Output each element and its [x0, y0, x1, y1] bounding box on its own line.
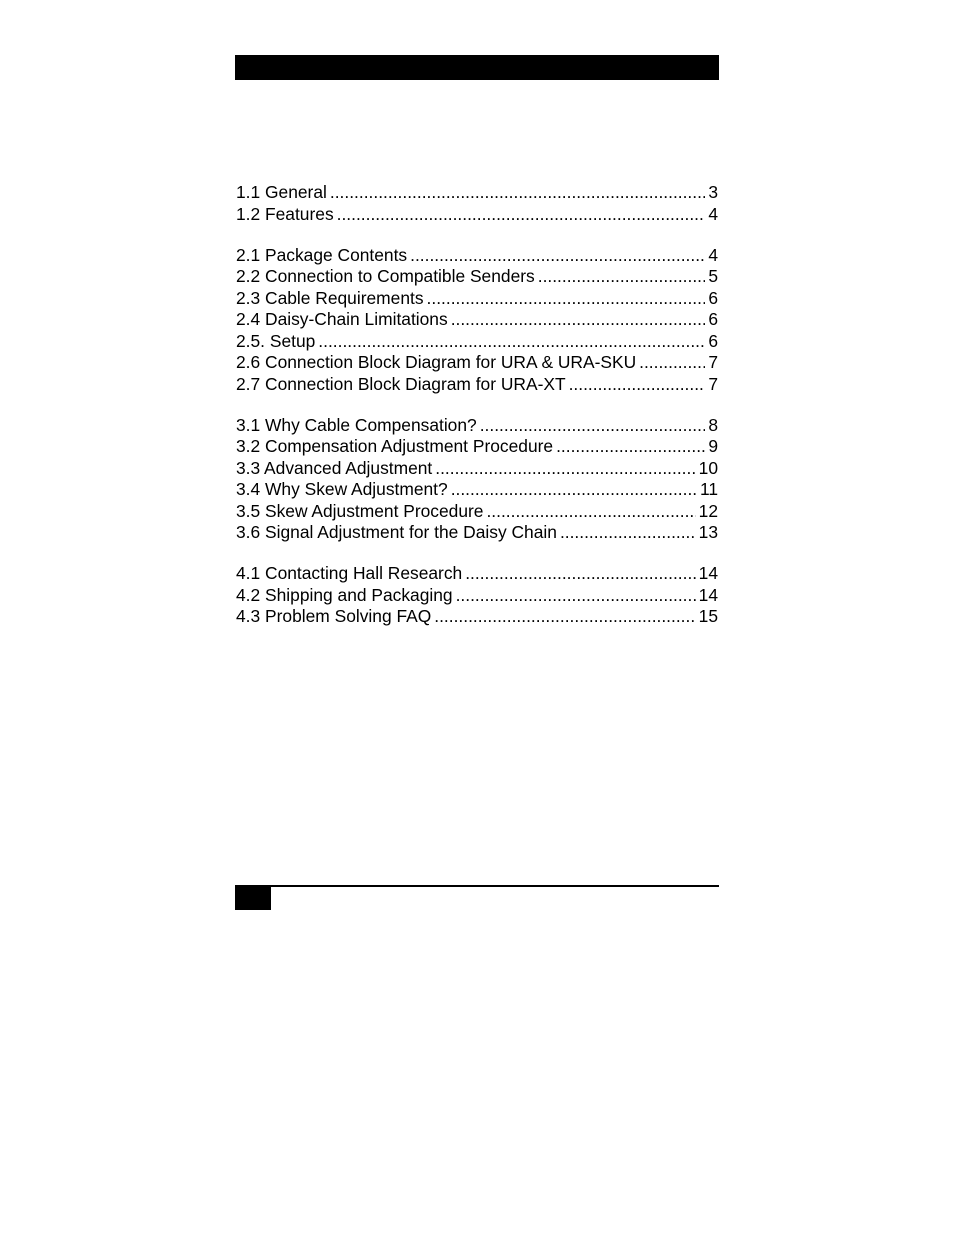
toc-entry-title: 3.6 Signal Adjustment for the Daisy Chain: [236, 522, 557, 542]
toc-entry-page: 14: [698, 563, 718, 583]
toc-entry[interactable]: [236, 374, 718, 396]
toc-leader-dots: [456, 585, 696, 607]
toc-leader-dots: [427, 288, 706, 310]
table-of-contents: [236, 182, 718, 647]
toc-entry-page: 8: [708, 414, 718, 435]
toc-leader-dots: [486, 501, 695, 523]
toc-leader-dots: [451, 479, 697, 501]
toc-entry[interactable]: [236, 436, 718, 458]
toc-entry-title: 2.7 Connection Block Diagram for URA-XT: [236, 373, 566, 394]
toc-entry-page: 6: [708, 287, 718, 308]
toc-entry-title: 2.5. Setup: [236, 330, 316, 351]
footer-page-tab: [235, 886, 271, 910]
toc-entry-page: 12: [698, 500, 718, 521]
toc-entry-title: 4.1 Contacting Hall Research: [236, 563, 463, 583]
toc-entry-page: 11: [699, 479, 718, 499]
toc-entry-page: 6: [708, 330, 718, 351]
toc-entry-page: 13: [698, 522, 718, 542]
toc-entry[interactable]: [236, 245, 718, 267]
toc-entry-page: 7: [708, 373, 718, 394]
footer-rule: [235, 885, 719, 887]
toc-entry-title: 3.3 Advanced Adjustment: [236, 457, 433, 478]
toc-entry[interactable]: [236, 563, 718, 585]
toc-leader-dots: [435, 458, 695, 480]
toc-entry[interactable]: [236, 458, 718, 480]
toc-leader-dots: [318, 331, 705, 353]
toc-entry-title: 2.4 Daisy-Chain Limitations: [236, 309, 448, 329]
toc-entry-page: 7: [708, 352, 718, 372]
toc-entry-page: 14: [698, 584, 718, 605]
toc-leader-dots: [639, 352, 705, 374]
toc-entry-title: 2.3 Cable Requirements: [236, 287, 424, 308]
toc-entry-page: 5: [708, 266, 718, 286]
toc-entry-page: 10: [698, 457, 718, 478]
toc-group-3: [236, 415, 718, 544]
toc-leader-dots: [451, 309, 706, 331]
toc-entry-title: 4.3 Problem Solving FAQ: [236, 606, 432, 626]
toc-group-4: [236, 563, 718, 628]
toc-entry-page: 4: [708, 244, 718, 265]
toc-entry-page: 15: [698, 606, 718, 626]
toc-entry-title: 2.6 Connection Block Diagram for URA & URA-SKU: [236, 352, 637, 372]
toc-leader-dots: [434, 606, 695, 628]
toc-leader-dots: [556, 436, 705, 458]
toc-entry-page: 9: [708, 436, 718, 456]
toc-entry[interactable]: [236, 522, 718, 544]
toc-entry[interactable]: [236, 182, 718, 204]
toc-leader-dots: [538, 266, 706, 288]
toc-entry[interactable]: [236, 331, 718, 353]
toc-entry-title: 1.2 Features: [236, 203, 334, 224]
toc-group-2: [236, 245, 718, 396]
toc-entry[interactable]: [236, 585, 718, 607]
toc-entry[interactable]: [236, 309, 718, 331]
toc-leader-dots: [465, 563, 695, 585]
toc-entry-title: 3.1 Why Cable Compensation?: [236, 414, 477, 435]
toc-entry-title: 2.1 Package Contents: [236, 244, 408, 265]
toc-entry-title: 2.2 Connection to Compatible Senders: [236, 266, 535, 286]
toc-entry[interactable]: [236, 352, 718, 374]
toc-entry-title: 1.1 General: [236, 182, 327, 202]
toc-entry[interactable]: [236, 606, 718, 628]
toc-entry[interactable]: [236, 288, 718, 310]
toc-entry-title: 3.2 Compensation Adjustment Procedure: [236, 436, 554, 456]
toc-leader-dots: [330, 182, 705, 204]
toc-entry[interactable]: [236, 204, 718, 226]
header-bar: [235, 55, 719, 80]
toc-entry[interactable]: [236, 415, 718, 437]
toc-entry-page: 4: [708, 203, 718, 224]
toc-group-1: [236, 182, 718, 225]
toc-entry-page: 6: [708, 309, 718, 329]
toc-leader-dots: [410, 245, 705, 267]
toc-leader-dots: [560, 522, 696, 544]
toc-entry-title: 4.2 Shipping and Packaging: [236, 584, 453, 605]
toc-leader-dots: [480, 415, 706, 437]
toc-entry-title: 3.4 Why Skew Adjustment?: [236, 479, 448, 499]
toc-leader-dots: [337, 204, 706, 226]
toc-entry[interactable]: [236, 501, 718, 523]
toc-entry[interactable]: [236, 266, 718, 288]
toc-entry-page: 3: [708, 182, 718, 202]
toc-entry-title: 3.5 Skew Adjustment Procedure: [236, 500, 484, 521]
toc-entry[interactable]: [236, 479, 718, 501]
toc-leader-dots: [569, 374, 706, 396]
